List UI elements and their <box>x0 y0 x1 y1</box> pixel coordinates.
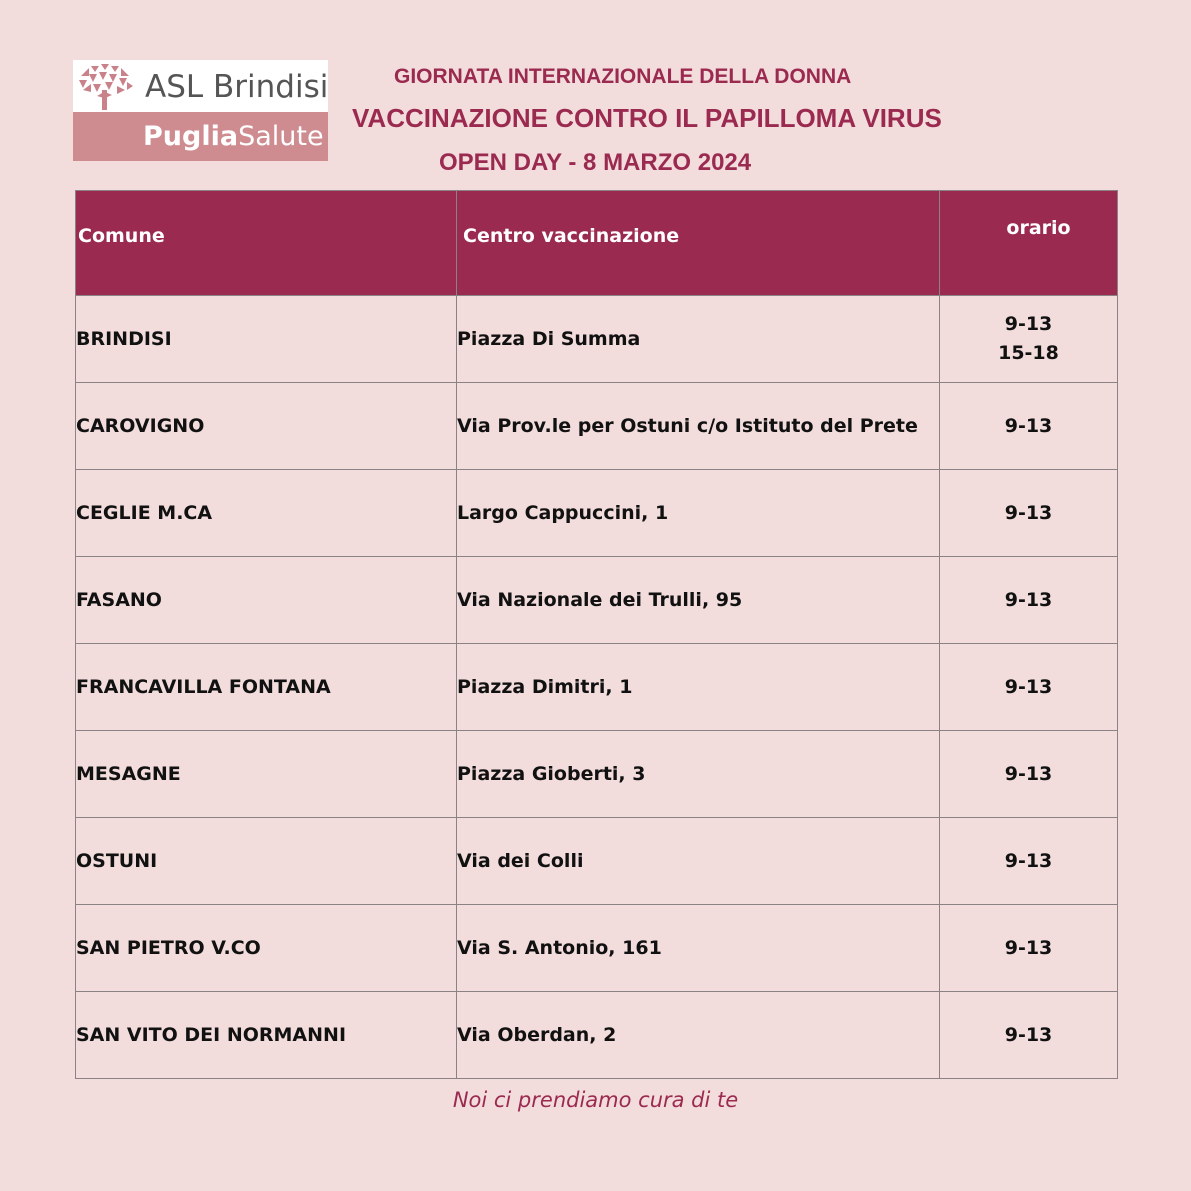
cell-centro: Via Prov.le per Ostuni c/o Istituto del Prete <box>457 383 940 470</box>
title-line-3: OPEN DAY - 8 MARZO 2024 <box>439 149 752 176</box>
orario-time: 9-13 <box>1004 849 1053 872</box>
cell-orario <box>940 383 1118 470</box>
table-row <box>76 731 1118 818</box>
cell-centro: Piazza Dimitri, 1 <box>457 644 940 731</box>
table-row <box>76 905 1118 992</box>
orario-time: 9-13 <box>1004 501 1053 524</box>
table-row <box>76 470 1118 557</box>
table-row <box>76 818 1118 905</box>
table-header-row <box>76 191 1118 296</box>
orario-time: 9-13 <box>1004 936 1053 959</box>
asl-logo <box>73 60 328 161</box>
orario-time: 9-13 <box>1004 1023 1053 1046</box>
orario-time: 9-13 <box>1004 762 1053 785</box>
title-line-2: VACCINAZIONE CONTRO IL PAPILLOMA VIRUS <box>352 103 942 133</box>
orario-time: 9-13 <box>1004 675 1053 698</box>
cell-comune: BRINDISI <box>76 296 457 383</box>
orario-time: 9-13 <box>1004 588 1053 611</box>
orario-time: 15-18 <box>998 342 1059 364</box>
orario-time: 9-13 <box>1004 313 1053 335</box>
header-centro: Centro vaccinazione <box>457 191 940 296</box>
cell-orario <box>940 557 1118 644</box>
cell-comune: CAROVIGNO <box>76 383 457 470</box>
title-line-1: GIORNATA INTERNAZIONALE DELLA DONNA <box>394 65 852 88</box>
header-comune: Comune <box>76 191 457 296</box>
cell-centro: Piazza Gioberti, 3 <box>457 731 940 818</box>
cell-orario <box>940 644 1118 731</box>
cell-centro: Via Nazionale dei Trulli, 95 <box>457 557 940 644</box>
cell-orario <box>940 470 1118 557</box>
cell-comune: MESAGNE <box>76 731 457 818</box>
cell-orario <box>940 992 1118 1079</box>
table-row <box>76 383 1118 470</box>
logo-puglia-salute <box>143 121 324 152</box>
tree-icon <box>75 62 135 112</box>
cell-orario <box>940 731 1118 818</box>
cell-centro: Via S. Antonio, 161 <box>457 905 940 992</box>
logo-top-band <box>73 60 328 112</box>
orario-time: 9-13 <box>1004 414 1053 437</box>
cell-centro: Via dei Colli <box>457 818 940 905</box>
vaccination-schedule-table <box>75 190 1118 1079</box>
logo-asl-text: ASL Brindisi <box>145 69 329 105</box>
logo-bottom-band <box>73 112 328 161</box>
cell-centro: Via Oberdan, 2 <box>457 992 940 1079</box>
cell-orario <box>940 905 1118 992</box>
cell-orario <box>940 296 1118 383</box>
table-row <box>76 992 1118 1079</box>
table-row <box>76 296 1118 383</box>
cell-comune: SAN VITO DEI NORMANNI <box>76 992 457 1079</box>
footer-slogan: Noi ci prendiamo cura di te <box>452 1088 739 1112</box>
cell-comune: OSTUNI <box>76 818 457 905</box>
table-row <box>76 644 1118 731</box>
cell-comune: SAN PIETRO V.CO <box>76 905 457 992</box>
logo-salute-word: Salute <box>238 121 324 152</box>
cell-centro: Largo Cappuccini, 1 <box>457 470 940 557</box>
cell-centro: Piazza Di Summa <box>457 296 940 383</box>
logo-puglia-word: Puglia <box>143 121 239 152</box>
cell-comune: CEGLIE M.CA <box>76 470 457 557</box>
cell-orario <box>940 818 1118 905</box>
table-row <box>76 557 1118 644</box>
cell-comune: FRANCAVILLA FONTANA <box>76 644 457 731</box>
header-orario: orario <box>940 191 1118 296</box>
cell-comune: FASANO <box>76 557 457 644</box>
